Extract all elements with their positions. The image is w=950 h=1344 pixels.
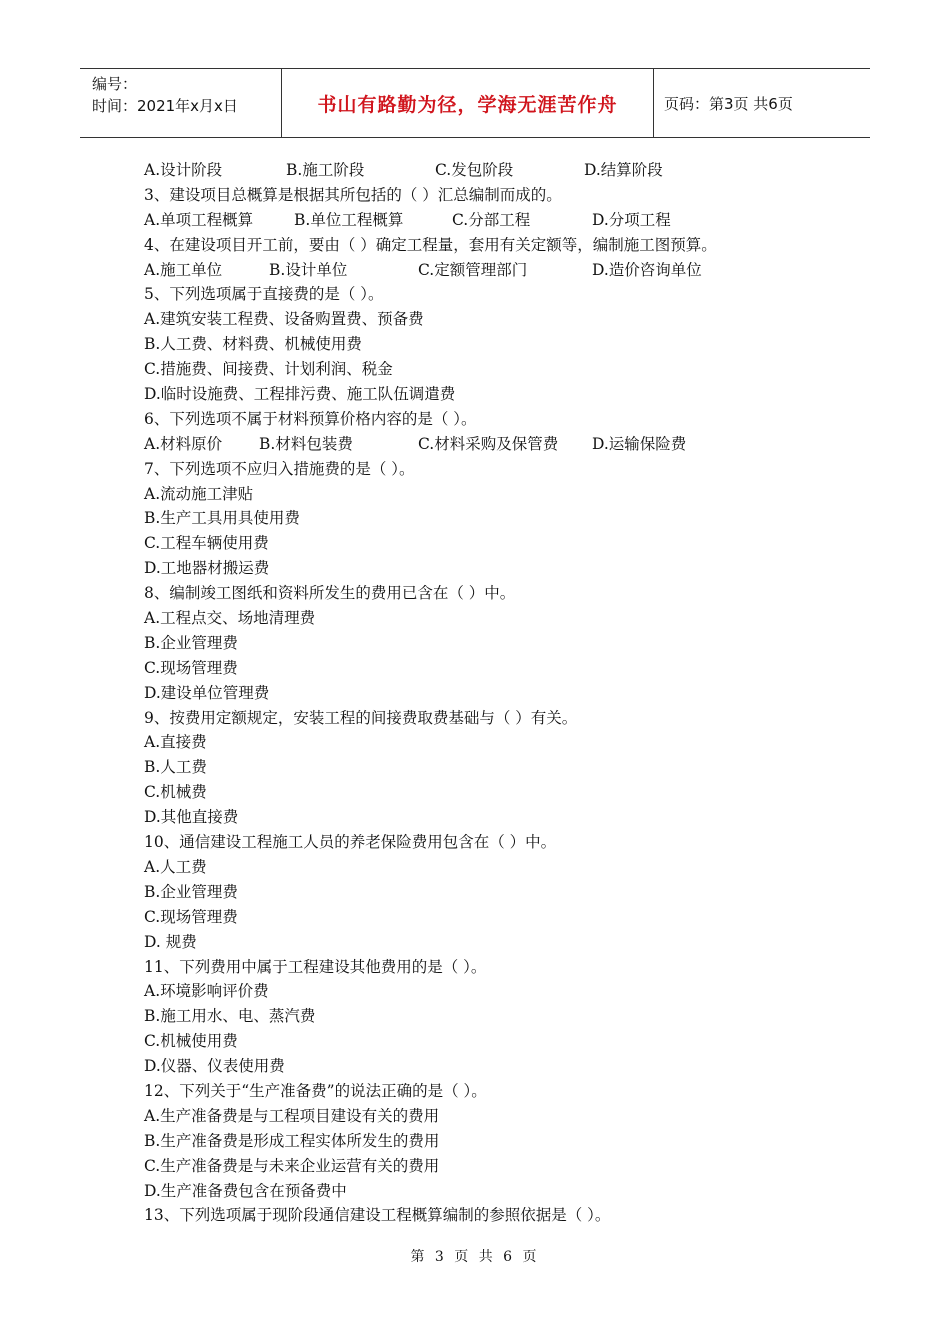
option-item: D.造价咨询单位: [592, 260, 702, 279]
option-line: C.机械使用费: [144, 1032, 238, 1051]
document-number-label: 编号：: [92, 75, 138, 93]
option-item: D.结算阶段: [584, 161, 663, 179]
option-line: C.工程车辆使用费: [144, 534, 269, 553]
option-line: B.生产工具用具使用费: [144, 509, 300, 528]
option-line: D.生产准备费包含在预备费中: [144, 1181, 347, 1200]
option-item: D.运输保险费: [592, 434, 687, 453]
question-list: [144, 158, 844, 1228]
document-time: 时间：2021年x月x日: [92, 97, 238, 115]
option-line: D.临时设施费、工程排污费、施工队伍调遣费: [144, 385, 456, 404]
option-line: B.人工费: [144, 758, 207, 777]
option-line: A.工程点交、场地清理费: [144, 609, 316, 628]
page-footer: 第 3 页 共 6 页: [410, 1249, 540, 1265]
option-line: B.企业管理费: [144, 633, 238, 652]
option-line: A.生产准备费是与工程项目建设有关的费用: [144, 1106, 440, 1125]
question-stem: 9、按费用定额规定，安装工程的间接费取费基础与（ ）有关。: [144, 708, 578, 727]
option-line: A.环境影响评价费: [144, 982, 269, 1001]
option-line: D.工地器材搬运费: [144, 559, 270, 578]
question-stem: 6、下列选项不属于材料预算价格内容的是（ ）。: [144, 409, 477, 428]
option-item: C.分部工程: [452, 210, 531, 229]
option-item: B.设计单位: [269, 260, 348, 279]
option-row: [144, 158, 844, 183]
header-page-info: 页码：第3页 共6页: [664, 94, 793, 113]
option-line: D.建设单位管理费: [144, 683, 270, 702]
question-stem: 3、建设项目总概算是根据其所包括的（ ）汇总编制而成的。: [144, 185, 562, 204]
option-line: D.仪器、仪表使用费: [144, 1057, 285, 1076]
option-line: A.直接费: [144, 733, 207, 752]
question-stem: 13、下列选项属于现阶段通信建设工程概算编制的参照依据是（ ）。: [144, 1206, 611, 1225]
option-line: C.措施费、间接费、计划利润、税金: [144, 360, 393, 379]
option-item: A.材料原价: [144, 434, 223, 453]
option-line: A.流动施工津贴: [144, 484, 254, 503]
option-item: A.施工单位: [144, 260, 223, 279]
option-item: B.材料包装费: [259, 434, 353, 453]
option-row: [144, 208, 844, 233]
option-line: B.人工费、材料费、机械使用费: [144, 335, 362, 354]
option-line: A.人工费: [144, 857, 207, 876]
header-meta: [80, 69, 282, 137]
question-stem: 11、下列费用中属于工程建设其他费用的是（ ）。: [144, 957, 487, 976]
question-stem: 5、下列选项属于直接费的是（ ）。: [144, 285, 384, 304]
option-item: D.分项工程: [592, 210, 671, 229]
option-line: B.企业管理费: [144, 882, 238, 901]
option-line: C.现场管理费: [144, 907, 238, 926]
option-item: A.设计阶段: [144, 161, 223, 179]
question-stem: 4、在建设项目开工前，要由（ ）确定工程量，套用有关定额等，编制施工图预算。: [144, 235, 717, 254]
option-line: C.机械费: [144, 783, 207, 802]
option-item: C.发包阶段: [435, 161, 514, 179]
question-stem: 10、通信建设工程施工人员的养老保险费用包含在（ ）中。: [144, 833, 557, 852]
question-stem: 8、编制竣工图纸和资料所发生的费用已含在（ ）中。: [144, 584, 516, 603]
option-line: D. 规费: [144, 932, 197, 951]
option-item: B.施工阶段: [286, 161, 365, 179]
option-row: [144, 258, 844, 283]
question-stem: 7、下列选项不应归入措施费的是（ ）。: [144, 459, 415, 478]
option-row: [144, 432, 844, 457]
option-line: C.现场管理费: [144, 658, 238, 677]
option-line: C.生产准备费是与未来企业运营有关的费用: [144, 1156, 440, 1175]
option-line: B.生产准备费是形成工程实体所发生的费用: [144, 1131, 440, 1150]
option-item: A.单项工程概算: [144, 210, 254, 229]
option-item: B.单位工程概算: [294, 210, 404, 229]
option-item: C.定额管理部门: [418, 260, 528, 279]
option-line: A.建筑安装工程费、设备购置费、预备费: [144, 310, 424, 329]
option-line: D.其他直接费: [144, 808, 239, 827]
page-header: [80, 68, 870, 138]
option-item: C.材料采购及保管费: [418, 434, 559, 453]
option-line: B.施工用水、电、蒸汽费: [144, 1007, 316, 1026]
header-motto: 书山有路勤为径，学海无涯苦作舟: [282, 69, 654, 137]
question-stem: 12、下列关于“生产准备费”的说法正确的是（ ）。: [144, 1081, 487, 1100]
